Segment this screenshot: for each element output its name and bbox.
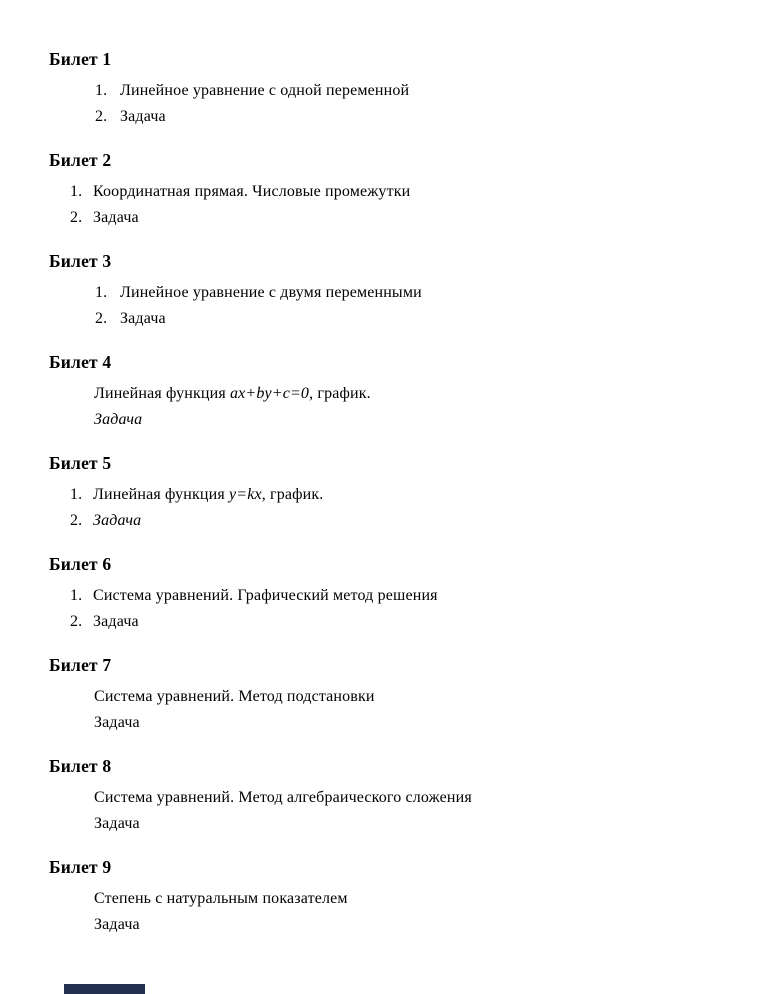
ticket-line — [49, 482, 728, 508]
ticket-title: Билет 6 — [49, 554, 112, 574]
ticket-5 — [49, 450, 728, 534]
ticket-line — [49, 179, 728, 205]
ticket-title: Билет 1 — [49, 49, 112, 69]
ticket-line — [49, 609, 728, 635]
line-text: Задача — [93, 209, 139, 226]
list-number: 1. — [70, 183, 83, 200]
ticket-title: Билет 5 — [49, 453, 112, 473]
ticket-title: Билет 9 — [49, 857, 112, 877]
line-text: Задача — [94, 411, 143, 428]
ticket-9 — [49, 854, 728, 938]
ticket-line — [49, 583, 728, 609]
line-text: Задача — [93, 512, 142, 529]
bottom-edge-artifact — [64, 984, 145, 994]
ticket-line — [49, 785, 728, 811]
line-text: Степень с натуральным показателем — [94, 890, 348, 907]
line-text: , график. — [261, 486, 324, 503]
ticket-title: Билет 7 — [49, 655, 112, 675]
ticket-line — [49, 684, 728, 710]
line-text: Система уравнений. Метод подстановки — [94, 688, 375, 705]
ticket-line — [49, 280, 728, 306]
line-text: Задача — [94, 714, 140, 731]
list-number: 1. — [70, 587, 83, 604]
line-text: Задача — [120, 108, 166, 125]
ticket-title: Билет 8 — [49, 756, 112, 776]
ticket-1 — [49, 46, 728, 130]
list-number: 2. — [70, 512, 83, 529]
line-text: Система уравнений. Графический метод решения — [93, 587, 438, 604]
formula-text: ax+by+c=0 — [230, 385, 310, 402]
ticket-3 — [49, 248, 728, 332]
ticket-line — [49, 710, 728, 736]
line-text: Задача — [94, 916, 140, 933]
ticket-line — [49, 78, 728, 104]
formula-text: y=kx — [229, 486, 262, 503]
line-text: Система уравнений. Метод алгебраического сложения — [94, 789, 472, 806]
ticket-7 — [49, 652, 728, 736]
ticket-6 — [49, 551, 728, 635]
ticket-line — [49, 508, 728, 534]
ticket-line — [49, 407, 728, 433]
ticket-line — [49, 205, 728, 231]
list-number: 2. — [95, 310, 108, 327]
ticket-line — [49, 912, 728, 938]
list-number: 1. — [95, 82, 108, 99]
ticket-line — [49, 306, 728, 332]
ticket-8 — [49, 753, 728, 837]
ticket-title: Билет 4 — [49, 352, 112, 372]
ticket-line — [49, 886, 728, 912]
ticket-4 — [49, 349, 728, 433]
list-number: 1. — [95, 284, 108, 301]
ticket-title: Билет 3 — [49, 251, 112, 271]
line-text: Задача — [94, 815, 140, 832]
list-number: 2. — [95, 108, 108, 125]
list-number: 2. — [70, 209, 83, 226]
line-text: Задача — [120, 310, 166, 327]
list-number: 2. — [70, 613, 83, 630]
line-text: Линейное уравнение с одной переменной — [120, 82, 410, 99]
line-text: Линейная функция — [94, 385, 231, 402]
ticket-title: Билет 2 — [49, 150, 112, 170]
ticket-line — [49, 811, 728, 837]
line-text: Линейное уравнение с двумя переменными — [120, 284, 422, 301]
line-text: Координатная прямая. Числовые промежутки — [93, 183, 411, 200]
ticket-line — [49, 104, 728, 130]
line-text: Линейная функция — [93, 486, 230, 503]
ticket-line — [49, 381, 728, 407]
ticket-2 — [49, 147, 728, 231]
line-text: , график. — [309, 385, 371, 402]
line-text: Задача — [93, 613, 139, 630]
list-number: 1. — [70, 486, 83, 503]
